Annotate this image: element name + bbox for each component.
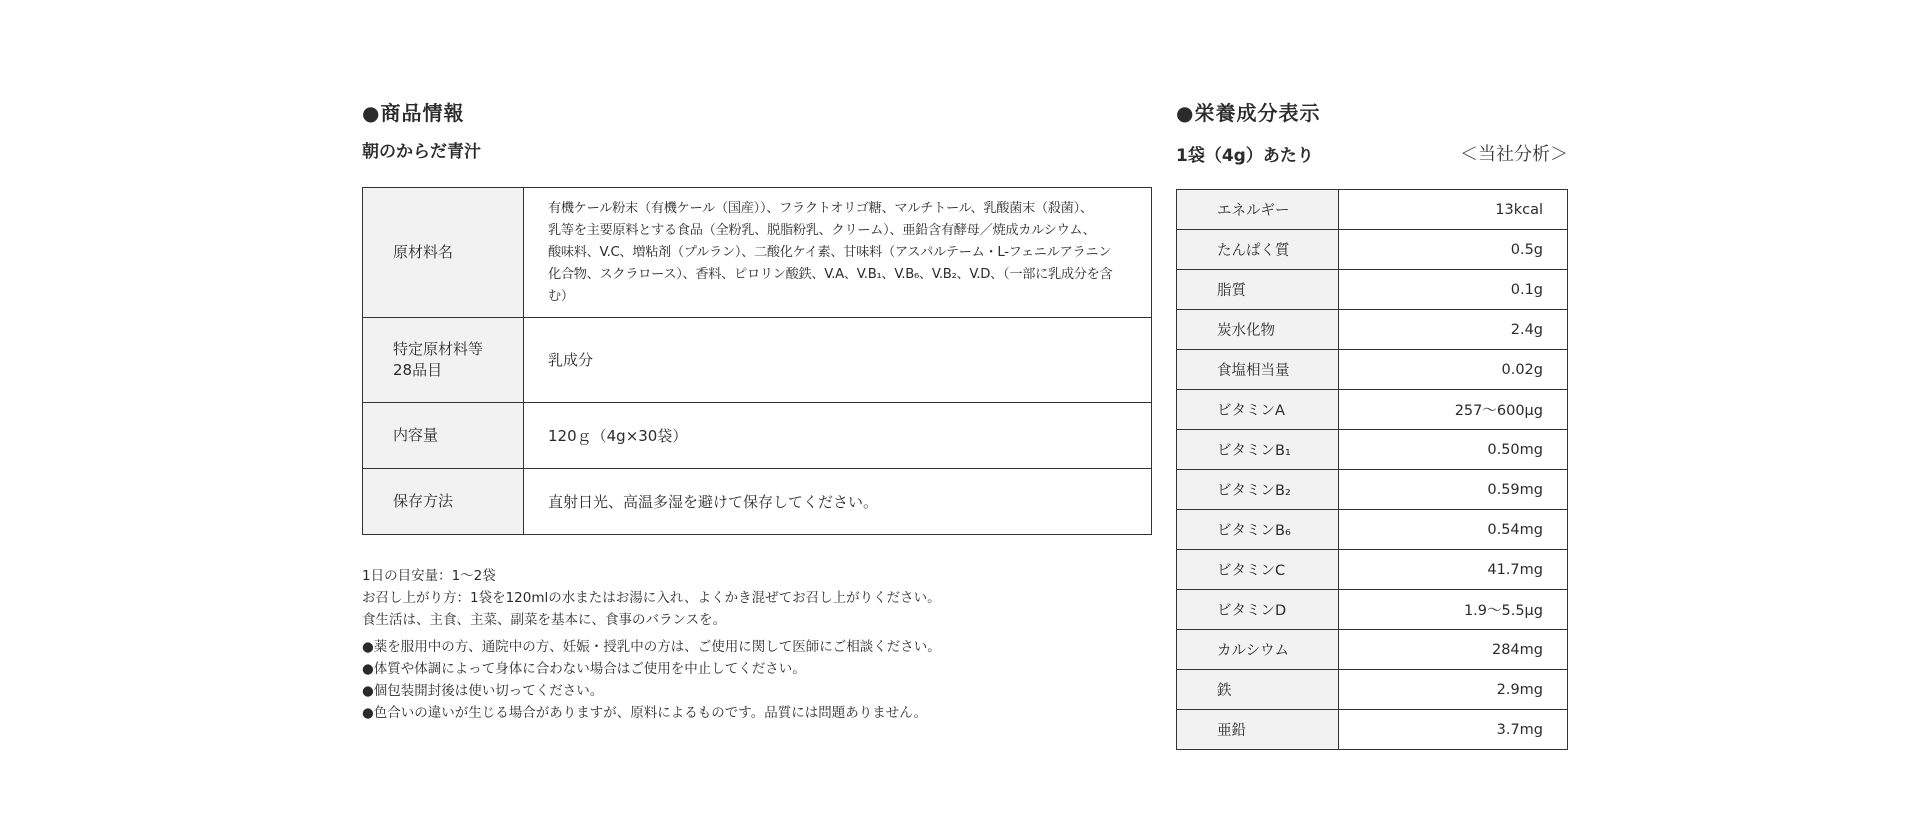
nutrient-value: 284mg <box>1339 630 1568 670</box>
nutrition-section <box>1176 97 1568 750</box>
row-value-line: 直射日光、高温多湿を避けて保存してください。 <box>548 492 879 511</box>
nutrient-value: 3.7mg <box>1339 710 1568 750</box>
nutrition-heading: ●栄養成分表示 <box>1176 101 1321 125</box>
nutrient-label: 脂質 <box>1177 270 1339 310</box>
nutrient-label: ビタミンB₆ <box>1177 510 1339 550</box>
table-row <box>1177 430 1568 470</box>
nutrient-label: ビタミンB₁ <box>1177 430 1339 470</box>
row-label-line: 保存方法 <box>393 492 454 510</box>
table-row <box>1177 230 1568 270</box>
nutrient-label: ビタミンB₂ <box>1177 470 1339 510</box>
nutrient-value: 0.1g <box>1339 270 1568 310</box>
contents-label <box>363 403 524 469</box>
product-info-table <box>362 187 1152 535</box>
nutrient-label: 亜鉛 <box>1177 710 1339 750</box>
table-row <box>363 403 1152 469</box>
table-row <box>1177 350 1568 390</box>
nutrient-label: たんぱく質 <box>1177 230 1339 270</box>
table-row <box>1177 270 1568 310</box>
row-label-line: 原材料名 <box>393 243 454 261</box>
nutrient-label: ビタミンD <box>1177 590 1339 630</box>
table-row <box>363 318 1152 403</box>
row-value-line: 乳成分 <box>548 351 594 369</box>
table-row <box>1177 590 1568 630</box>
product-name: 朝のからだ青汁 <box>362 142 481 162</box>
ingredients-label <box>363 188 524 318</box>
usage-line: 1日の目安量：1～2袋 <box>362 568 496 584</box>
row-label-line: 28品目 <box>393 361 443 379</box>
nutrient-value: 0.50mg <box>1339 430 1568 470</box>
nutrient-label: 炭水化物 <box>1177 310 1339 350</box>
usage-line: 食生活は、主食、主菜、副菜を基本に、食事のバランスを。 <box>362 612 727 628</box>
table-row <box>1177 550 1568 590</box>
table-row <box>1177 310 1568 350</box>
table-row <box>1177 470 1568 510</box>
caution-item: ●個包装開封後は使い切ってください。 <box>362 683 604 699</box>
allergens-label <box>363 318 524 403</box>
ingredients-line: 酸味料、V.C、増粘剤（プルラン）、二酸化ケイ素、甘味料（アスパルテーム・L-フェニルアラニン <box>548 244 1112 260</box>
nutrient-value: 2.9mg <box>1339 670 1568 710</box>
table-row <box>363 469 1152 535</box>
ingredients-line: 化合物、スクラロース）、香料、ピロリン酸鉄、V.A、V.B₁、V.B₆、V.B₂、V.D、（一部に乳成分を含む） <box>548 266 1113 304</box>
nutrient-label: カルシウム <box>1177 630 1339 670</box>
nutrient-value: 1.9～5.5μg <box>1339 590 1568 630</box>
contents-value <box>524 403 1152 469</box>
nutrient-label: 鉄 <box>1177 670 1339 710</box>
table-row <box>1177 630 1568 670</box>
row-label-line: 特定原材料等 <box>393 340 484 358</box>
ingredients-value <box>524 188 1152 318</box>
table-row <box>363 188 1152 318</box>
table-row <box>1177 710 1568 750</box>
product-info-section <box>362 97 1152 724</box>
nutrient-label: 食塩相当量 <box>1177 350 1339 390</box>
nutrition-subheader <box>1176 139 1568 167</box>
nutrient-value: 13kcal <box>1339 190 1568 230</box>
table-row <box>1177 510 1568 550</box>
nutrient-value: 0.02g <box>1339 350 1568 390</box>
table-row <box>1177 670 1568 710</box>
nutrient-value: 2.4g <box>1339 310 1568 350</box>
usage-notes <box>362 565 1152 724</box>
ingredients-line: 乳等を主要原料とする食品（全粉乳、脱脂粉乳、クリーム）、亜鉛含有酵母／焼成カルシウム、 <box>548 222 1096 238</box>
nutrient-label: ビタミンC <box>1177 550 1339 590</box>
nutrient-label: ビタミンA <box>1177 390 1339 430</box>
analysis-source: ＜当社分析＞ <box>1460 144 1568 165</box>
allergens-value <box>524 318 1152 403</box>
nutrient-value: 0.59mg <box>1339 470 1568 510</box>
table-row <box>1177 190 1568 230</box>
ingredients-line: 有機ケール粉末（有機ケール（国産））、フラクトオリゴ糖、マルチトール、乳酸菌末（殺菌）、 <box>548 200 1093 216</box>
usage-line: お召し上がり方：1袋を120mlの水またはお湯に入れ、よくかき混ぜてお召し上がりください。 <box>362 590 941 606</box>
nutrient-value: 0.54mg <box>1339 510 1568 550</box>
nutrient-value: 257～600μg <box>1339 390 1568 430</box>
storage-label <box>363 469 524 535</box>
nutrient-value: 41.7mg <box>1339 550 1568 590</box>
row-label-line: 内容量 <box>393 426 439 444</box>
caution-item: ●体質や体調によって身体に合わない場合はご使用を中止してください。 <box>362 661 806 677</box>
caution-item: ●薬を服用中の方、通院中の方、妊娠・授乳中の方は、ご使用に関して医師にご相談ください。 <box>362 639 941 655</box>
nutrition-table <box>1176 189 1568 750</box>
product-info-heading: ●商品情報 <box>362 101 465 125</box>
table-row <box>1177 390 1568 430</box>
row-value-line: 120ｇ（4g×30袋） <box>548 426 688 445</box>
nutrient-label: エネルギー <box>1177 190 1339 230</box>
per-serving-label: 1袋（4g）あたり <box>1176 145 1314 166</box>
caution-item: ●色合いの違いが生じる場合がありますが、原料によるものです。品質には問題ありません。 <box>362 705 928 721</box>
caution-list <box>362 636 1152 724</box>
usage-block <box>362 565 1152 631</box>
storage-value <box>524 469 1152 535</box>
nutrient-value: 0.5g <box>1339 230 1568 270</box>
